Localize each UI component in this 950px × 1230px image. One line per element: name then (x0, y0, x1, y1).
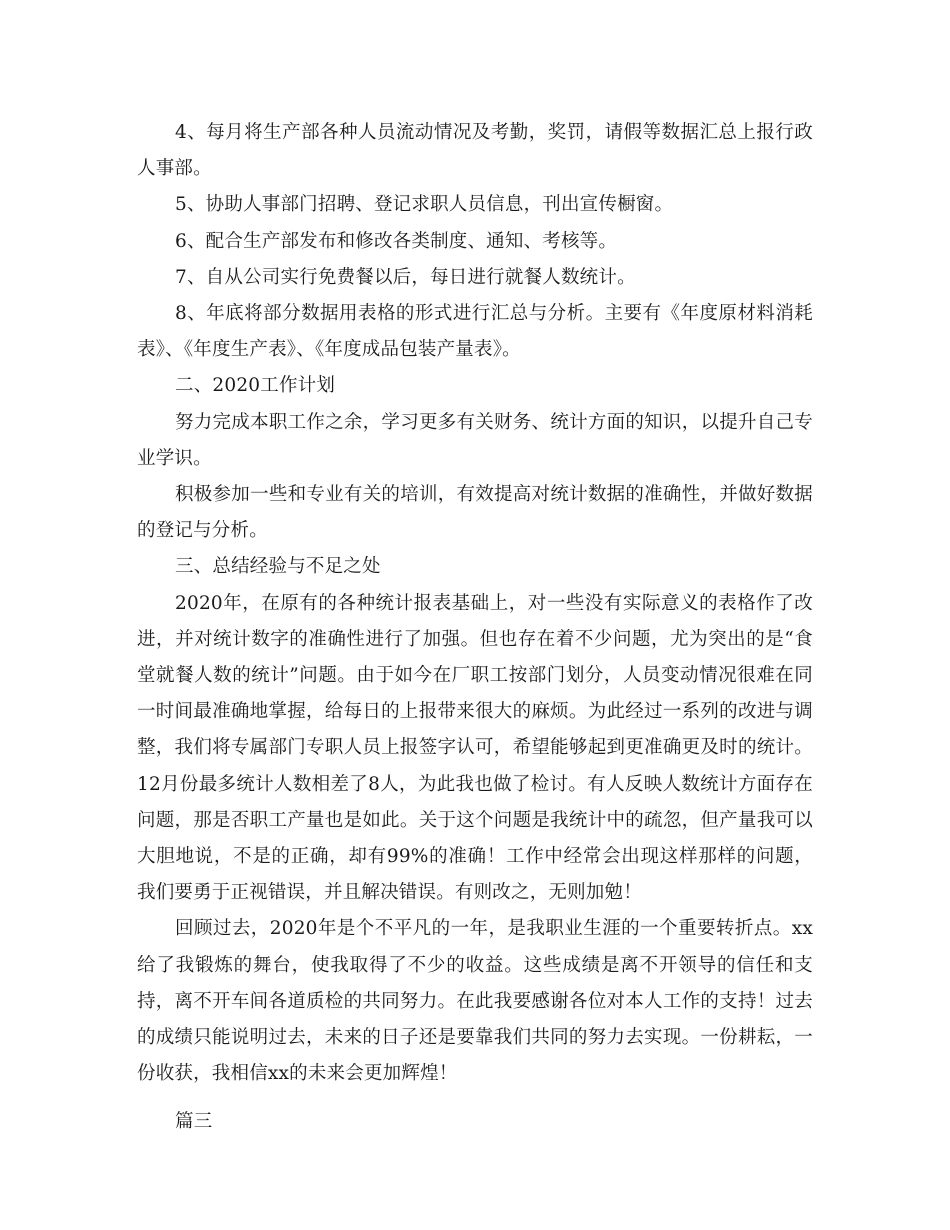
list-item-5: 5、协助人事部门招聘、登记求职人员信息，刊出宣传橱窗。 (175, 194, 674, 216)
list-item-8: 8、年底将部分数据用表格的形式进行汇总与分析。主要有《年度原材料消耗表》、《年度生产表》、《年度成品包装产量表》。 (137, 303, 813, 361)
plan-paragraph-1: 努力完成本职工作之余，学习更多有关财务、统计方面的知识，以提升自己专业学识。 (137, 411, 813, 469)
section-title-part-three: 篇三 (175, 1111, 213, 1133)
summary-paragraph: 2020年，在原有的各种统计报表基础上，对一些没有实际意义的表格作了改进，并对统计数字的准确性进行了加强。但也存在着不少问题，尤为突出的是“食堂就餐人数的统计”问题。由于如今在厂职工按部门划分，人员变动情况很难在同一时间最准确地掌握，给每日的上报带来很大的麻烦。为此经过一系列的改进与调整，我们将专属部门专职人员上报签字认可，希望能够起到更准确更及时的统计。12月份最多统计人数相差了8人，为此我也做了检讨。有人反映人数统计方面存在问题，那是否职工产量也是如此。关于这个问题是我统计中的疏忽，但产量我可以大胆地说，不是的正确，却有99%的准确！工作中经常会出现这样那样的问题，我们要勇于正视错误，并且解决错误。有则改之，无则加勉！ (137, 592, 813, 904)
plan-paragraph-2: 积极参加一些和专业有关的培训，有效提高对统计数据的准确性，并做好数据的登记与分析。 (137, 484, 813, 542)
section-heading-work-plan: 二、2020工作计划 (175, 375, 336, 397)
list-item-4: 4、每月将生产部各种人员流动情况及考勤，奖罚，请假等数据汇总上报行政人事部。 (137, 122, 813, 180)
list-item-7: 7、自从公司实行免费餐以后，每日进行就餐人数统计。 (175, 266, 636, 288)
review-paragraph: 回顾过去，2020年是个不平凡的一年，是我职业生涯的一个重要转折点。xx给了我锻炼的舞台，使我取得了不少的收益。这些成绩是离不开领导的信任和支持，离不开车间各道质检的共同努力。在此我要感谢各位对本人工作的支持！过去的成绩只能说明过去，未来的日子还是要靠我们共同的努力去实现。一份耕耘，一份收获，我相信xx的未来会更加辉煌！ (137, 918, 813, 1085)
section-heading-summary: 三、总结经验与不足之处 (175, 556, 381, 578)
list-item-6: 6、配合生产部发布和修改各类制度、通知、考核等。 (175, 230, 618, 252)
document-body (137, 115, 813, 1141)
